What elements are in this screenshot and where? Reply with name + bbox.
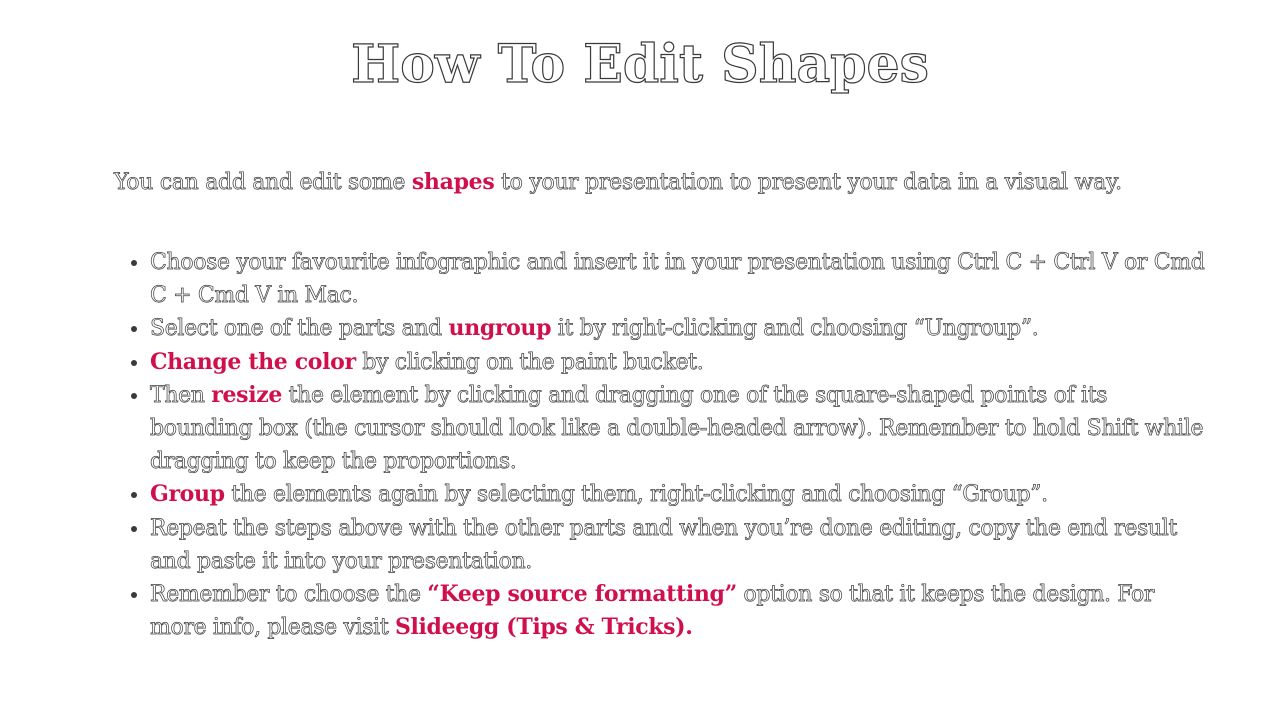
step-text: the element by clicking and dragging one of the square-shaped points of its bounding box (the cursor should look like a double-headed arrow). Remember to hold Shift while dragging to keep the proportions. [150, 382, 1204, 475]
step-text: option so that it keeps the design. For more info, please visit [150, 582, 1155, 641]
step-highlight: “Keep source formatting” [427, 581, 737, 608]
step-text: Repeat the steps above with the other parts and when you’re done editing, copy the end result and paste it into your presentation. [150, 515, 1177, 574]
step-item [150, 512, 1210, 578]
step-text: Remember to choose the [150, 582, 428, 608]
step-item [150, 312, 1210, 345]
step-highlight: Change the color [150, 348, 356, 375]
step-item [150, 379, 1210, 479]
slide-title: How To Edit Shapes [351, 34, 929, 95]
step-item [150, 246, 1210, 312]
step-item [150, 578, 1210, 644]
step-highlight: Slideegg (Tips & Tricks) [395, 614, 686, 641]
step-item [150, 346, 1210, 379]
step-highlight: resize [211, 381, 283, 408]
step-text: the elements again by selecting them, right-clicking and choosing “Group”. [224, 482, 1048, 508]
step-text: Choose your favourite infographic and insert it in your presentation using Ctrl C + Ctrl V or Cmd C + Cmd V in Mac. [150, 250, 1205, 309]
steps-list [114, 246, 1210, 644]
step-text: Then [150, 382, 212, 408]
intro-highlight-shapes: shapes [411, 169, 495, 195]
step-highlight: . [685, 614, 693, 641]
step-text: Select one of the parts and [150, 316, 449, 342]
intro-text-before: You can add and edit some [114, 170, 412, 195]
step-text: it by right-clicking and choosing “Ungroup”. [551, 316, 1039, 342]
step-highlight: Group [150, 481, 225, 508]
step-item [150, 478, 1210, 511]
step-highlight: ungroup [448, 315, 552, 342]
step-text: by clicking on the paint bucket. [355, 349, 704, 375]
intro-paragraph [114, 166, 1214, 199]
intro-text-after: to your presentation to present your data in a visual way. [494, 170, 1122, 195]
